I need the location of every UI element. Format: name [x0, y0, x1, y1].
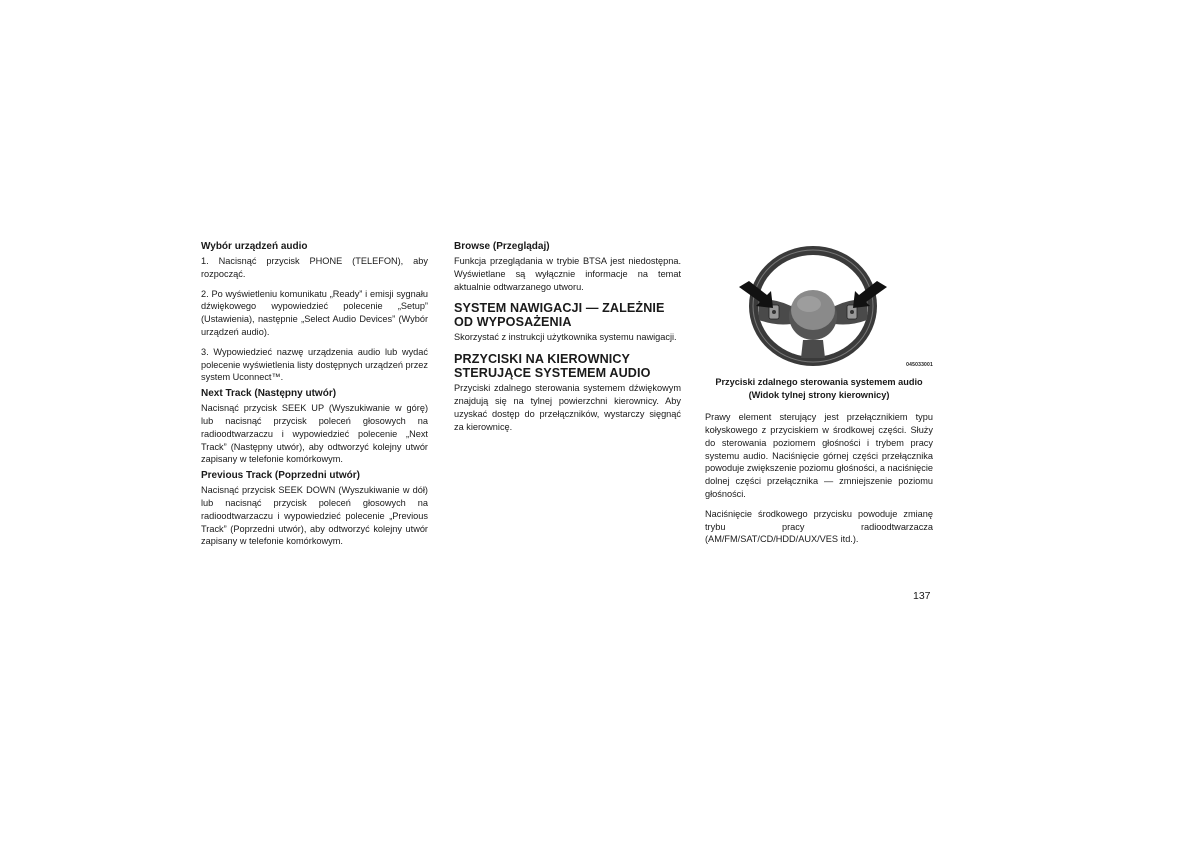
steering-wheel-figure [705, 240, 933, 370]
right-switch-button [850, 310, 854, 314]
steering-controls-text: Przyciski zdalnego sterowania systemem dźwiękowym znajdują się na tylnej powierzchni kierownicy. Aby uzyskać dostęp do przełączników, wystarczy sięgnąć za kierownicę. [454, 383, 681, 432]
previous-track-heading: Previous Track (Poprzedni utwór) [201, 470, 360, 482]
next-track-heading: Next Track (Następny utwór) [201, 388, 337, 400]
browse-text: Funkcja przeglądania w trybie BTSA jest niedostępna. Wyświetlane są wyłącznie informacje na temat aktualnie odtwarzanego utworu. [454, 256, 681, 292]
steering-controls-heading [454, 352, 681, 380]
wheel-hub-shine [797, 296, 821, 312]
caption-line-2: (Widok tylnej strony kierownicy) [748, 389, 890, 400]
steering-heading-line-1: PRZYCISKI NA KIEROWNICY [454, 352, 631, 367]
step-3-text: 3. Wypowiedzieć nazwę urządzenia audio lub wydać polecenie wyświetlenia listy dostępnych urządzeń przez system Uconnect™. [201, 346, 428, 383]
rocker-switch-text: Prawy element sterujący jest przełącznikiem typu kołyskowego z przyciskiem w środkowej części. Służy do sterowania poziomem głośności i trybem pracy systemu audio. Naciśnięcie górnej części przełącznika powoduje zwiększenie poziomu głośności, a naciśnięcie dolnej części przełącznika — zmniejszenie poziomu głośności. [705, 412, 933, 499]
center-button-text: Naciśnięcie środkowego przycisku powoduje zmianę trybu pracy radioodtwarzacza (AM/FM/SAT/CD/HDD/AUX/VES itd.). [705, 508, 933, 545]
page-number: 137 [913, 590, 931, 602]
caption-line-1: Przyciski zdalnego sterowania systemem audio [715, 377, 923, 387]
left-switch-button [772, 310, 776, 314]
step-2-text: 2. Po wyświetleniu komunikatu „Ready” i emisji sygnału dźwiękowego wypowiedzieć polecenie „Setup” (Ustawienia), następnie „Select Audio Devices” (Wybór urządzeń audio). [201, 288, 428, 337]
step-1-text: 1. Nacisnąć przycisk PHONE (TELEFON), aby rozpocząć. [201, 256, 428, 279]
middle-column [454, 240, 681, 440]
figure-code: 045033001 [906, 362, 933, 368]
navigation-heading [454, 301, 681, 329]
next-track-text: Nacisnąć przycisk SEEK UP (Wyszukiwanie w górę) lub nacisnąć przycisk poleceń głosowych na radioodtwarzaczu i wypowiedzieć polecenie „Next Track” (Następny utwór), aby odtworzyć kolejny utwór zapisany w telefonie komórkowym. [201, 403, 428, 465]
navigation-heading-line-2: OD WYPOSAŻENIA [454, 315, 572, 330]
figure-caption [705, 376, 933, 401]
previous-track-text: Nacisnąć przycisk SEEK DOWN (Wyszukiwanie w dół) lub nacisnąć przycisk poleceń głosowych na radioodtwarzaczu i wypowiedzieć polecenie „Previous Track” (Poprzedni utwór), aby odtworzyć kolejny utwór zapisany w telefonie komórkowym. [201, 485, 428, 547]
wheel-spoke-bottom [801, 340, 825, 358]
steering-wheel-illustration [705, 240, 933, 370]
left-column [201, 240, 428, 555]
section-heading-audio-device: Wybór urządzeń audio [201, 241, 308, 252]
steering-heading-line-2: STERUJĄCE SYSTEMEM AUDIO [454, 366, 651, 381]
navigation-text: Skorzystać z instrukcji użytkownika systemu nawigacji. [454, 332, 677, 343]
right-column [705, 240, 933, 553]
browse-heading: Browse (Przeglądaj) [454, 241, 550, 252]
navigation-heading-line-1: SYSTEM NAWIGACJI — ZALEŻNIE [454, 301, 665, 316]
